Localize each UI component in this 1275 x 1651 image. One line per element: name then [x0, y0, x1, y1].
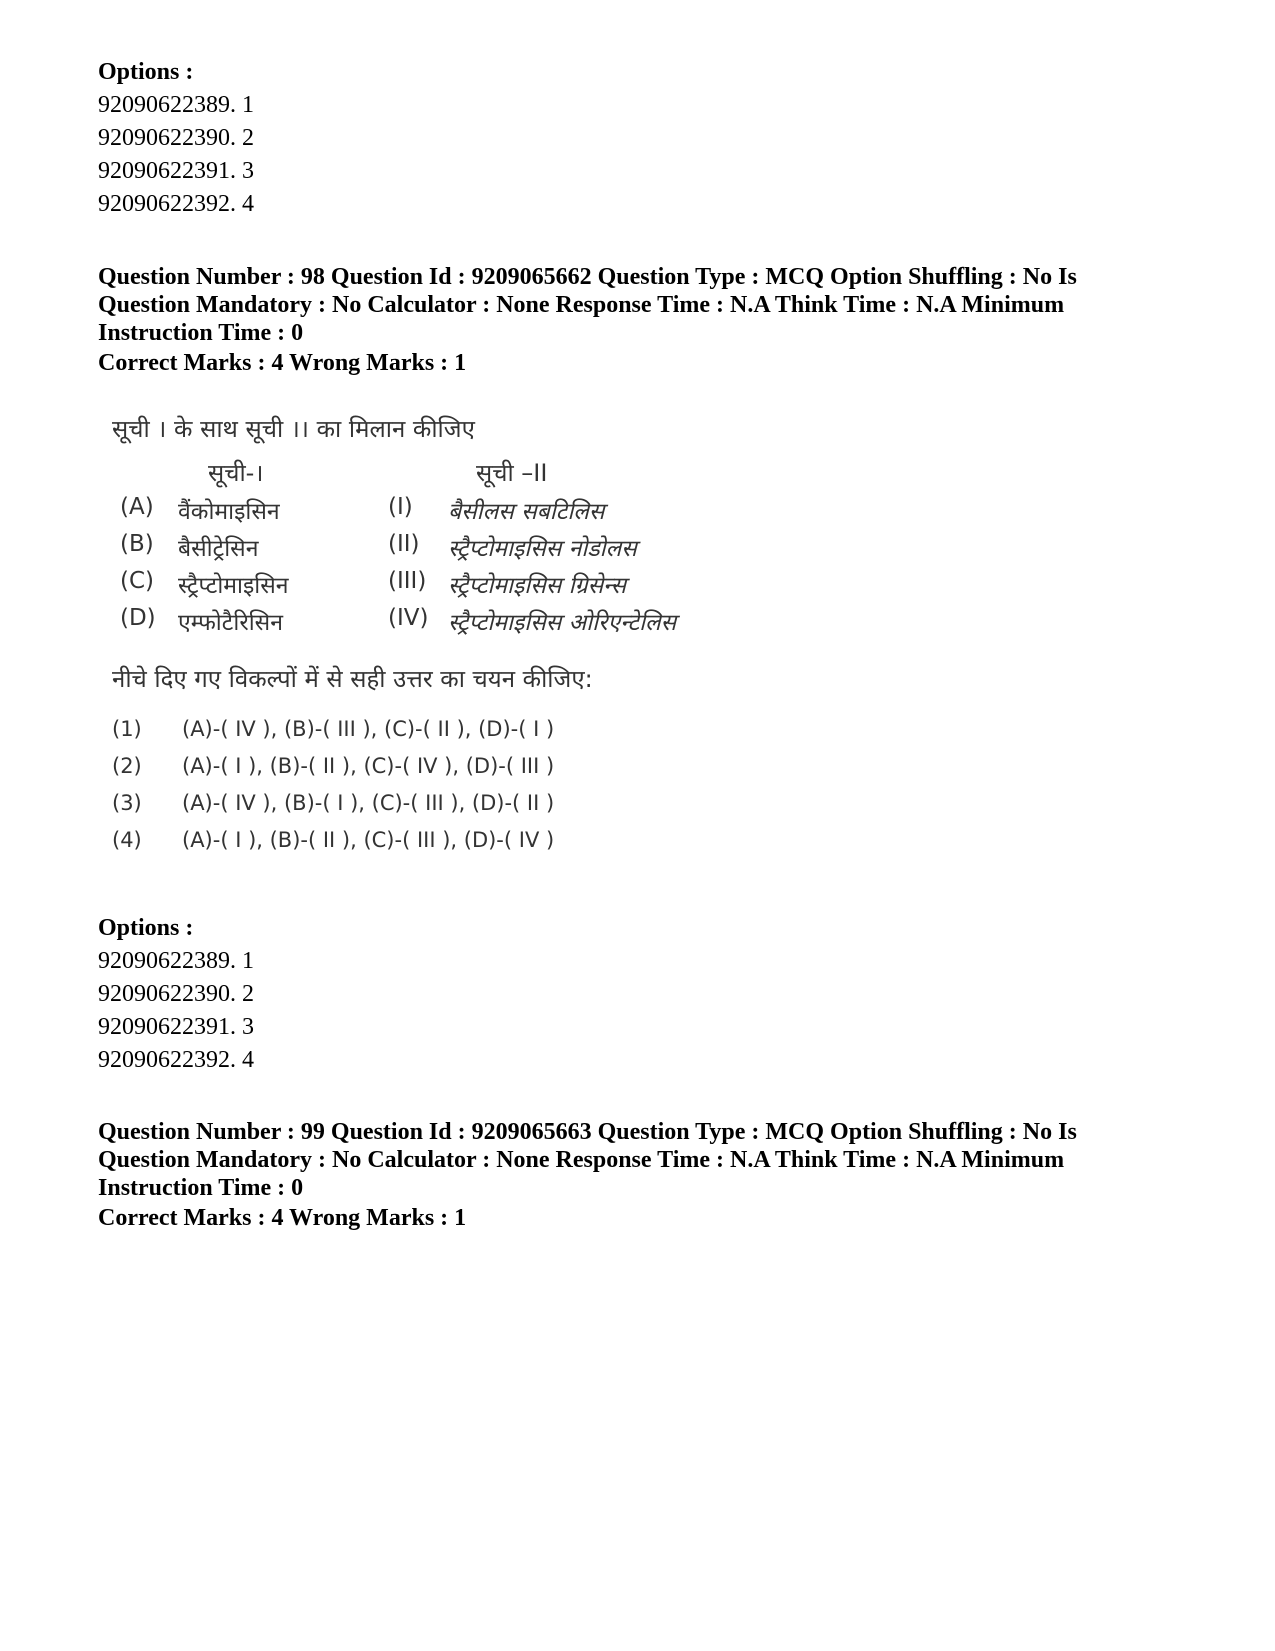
q98-option-3: 92090622391. 3 [98, 1014, 254, 1040]
l2-value: स्ट्रैप्टोमाइसिस ग्रिसेन्स [448, 573, 627, 599]
q99-meta-line3: Instruction Time : 0 [98, 1175, 304, 1201]
answer-choice [112, 754, 732, 792]
l1-key: (C) [120, 568, 155, 594]
top-option-3: 92090622391. 3 [98, 158, 254, 184]
l2-key: (III) [388, 568, 427, 594]
match-row [112, 568, 732, 606]
q98-meta-line1: Question Number : 98 Question Id : 9209065662 Question Type : MCQ Option Shuffling : No Is [98, 264, 1077, 290]
l2-key: (IV) [388, 605, 429, 631]
q98-choose-instruction: नीचे दिए गए विकल्पों में से सही उत्तर का चयन कीजिए: [112, 665, 593, 693]
q98-options-heading: Options : [98, 915, 194, 941]
l2-value: स्ट्रैप्टोमाइसिस नोडोलस [448, 536, 637, 562]
q99-marks: Correct Marks : 4 Wrong Marks : 1 [98, 1205, 467, 1231]
q99-meta-line1: Question Number : 99 Question Id : 9209065663 Question Type : MCQ Option Shuffling : No Is [98, 1119, 1077, 1145]
list2-header: सूची –II [476, 459, 548, 487]
l1-value: बैसीट्रेसिन [178, 536, 259, 562]
l2-key: (I) [388, 494, 413, 520]
q98-question-body [112, 412, 732, 902]
l1-key: (D) [120, 605, 156, 631]
q98-option-4: 92090622392. 4 [98, 1047, 254, 1073]
l1-key: (B) [120, 531, 154, 557]
l1-value: वैंकोमाइसिन [178, 499, 280, 525]
q98-option-2: 92090622390. 2 [98, 981, 254, 1007]
q98-marks: Correct Marks : 4 Wrong Marks : 1 [98, 350, 467, 376]
l2-value: बैसीलस सबटिलिस [448, 499, 605, 525]
answer-choice [112, 717, 732, 755]
choice-text: (A)-( I ), (B)-( II ), (C)-( IV ), (D)-( III ) [182, 754, 555, 778]
l1-value: एम्फोटैरिसिन [178, 610, 283, 636]
choice-text: (A)-( I ), (B)-( II ), (C)-( III ), (D)-( IV ) [182, 828, 555, 852]
top-options-heading: Options : [98, 59, 194, 85]
q98-meta [98, 263, 1188, 347]
q98-meta-line3: Instruction Time : 0 [98, 320, 304, 346]
choice-text: (A)-( IV ), (B)-( I ), (C)-( III ), (D)-( II ) [182, 791, 555, 815]
q99-meta [98, 1118, 1188, 1202]
choice-text: (A)-( IV ), (B)-( III ), (C)-( II ), (D)-( I ) [182, 717, 555, 741]
l1-key: (A) [120, 494, 154, 520]
match-row [112, 494, 732, 532]
q98-instruction: सूची । के साथ सूची ।। का मिलान कीजिए [112, 415, 475, 443]
choice-number: (1) [112, 717, 142, 741]
top-option-4: 92090622392. 4 [98, 191, 254, 217]
q98-option-1: 92090622389. 1 [98, 948, 254, 974]
top-option-2: 92090622390. 2 [98, 125, 254, 151]
l1-value: स्ट्रैप्टोमाइसिन [178, 573, 289, 599]
answer-choice [112, 791, 732, 829]
match-row [112, 605, 732, 643]
choice-number: (4) [112, 828, 142, 852]
choice-number: (3) [112, 791, 142, 815]
l2-key: (II) [388, 531, 420, 557]
list1-header: सूची-। [208, 459, 264, 487]
top-option-1: 92090622389. 1 [98, 92, 254, 118]
q99-meta-line2: Question Mandatory : No Calculator : None Response Time : N.A Think Time : N.A Minimum [98, 1147, 1065, 1173]
q98-meta-line2: Question Mandatory : No Calculator : None Response Time : N.A Think Time : N.A Minimum [98, 292, 1065, 318]
answer-choice [112, 828, 732, 866]
choice-number: (2) [112, 754, 142, 778]
match-row [112, 531, 732, 569]
l2-value: स्ट्रैप्टोमाइसिस ओरिएन्टेलिस [448, 610, 677, 636]
